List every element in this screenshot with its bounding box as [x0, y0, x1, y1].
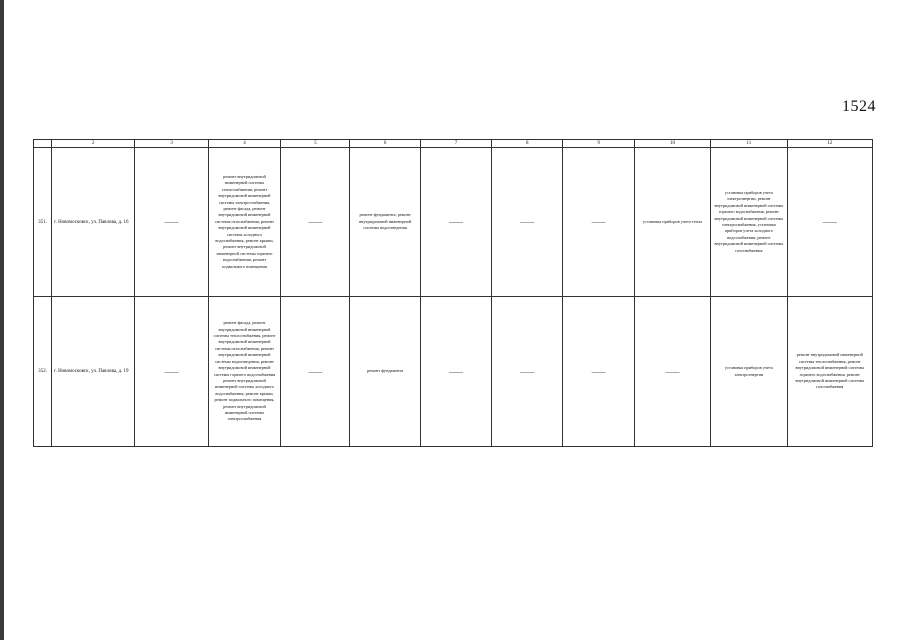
- cell-col-11: установка приборов учета электроэнергии, ремонт внутридомовой инженерной системы горячего водоснабжения, ремонт внутридомовой инженерной системы электроснабжения, установка приборов учета холодного водоснабжения, ремонт внутридомовой инженерной системы газоснабжения: [711, 148, 787, 297]
- row-number: 352.: [34, 297, 52, 447]
- cell-col-6: ремонт фундамента, ремонт внутридомовой инженерной системы водоотведения: [350, 148, 420, 297]
- cell-col-9: ——: [563, 148, 634, 297]
- row-number: 351.: [34, 148, 52, 297]
- header-cell: 9: [563, 140, 634, 148]
- cell-col-9: ——: [563, 297, 634, 447]
- cell-col-7: ——: [420, 297, 491, 447]
- header-cell: 7: [420, 140, 491, 148]
- header-row: [34, 140, 873, 148]
- table-row: [34, 148, 873, 297]
- header-cell: 6: [350, 140, 420, 148]
- page-number: 1524: [842, 98, 876, 115]
- cell-col-5: ——: [281, 148, 350, 297]
- header-cell: 12: [787, 140, 872, 148]
- cell-col-7: ——: [420, 148, 491, 297]
- cell-col-8: ——: [492, 148, 563, 297]
- row-address: г. Новомосковск, ул. Павлова, д. 19: [52, 297, 135, 447]
- header-cell: 8: [492, 140, 563, 148]
- header-cell: [34, 140, 52, 148]
- cell-col-10: установка приборов учета тепла: [634, 148, 710, 297]
- row-address: г. Новомосковск, ул. Павлова, д. 16: [52, 148, 135, 297]
- header-cell: 2: [52, 140, 135, 148]
- header-cell: 5: [281, 140, 350, 148]
- header-cell: 10: [634, 140, 710, 148]
- cell-col-5: ——: [281, 297, 350, 447]
- header-cell: 11: [711, 140, 787, 148]
- cell-col-10: ——: [634, 297, 710, 447]
- header-cell: 3: [135, 140, 208, 148]
- cell-col-11: установка приборов учета электроэнергии: [711, 297, 787, 447]
- repair-schedule-table: [33, 139, 873, 447]
- cell-col-12: ——: [787, 148, 872, 297]
- scan-left-edge: [0, 0, 4, 640]
- cell-col-4: ремонт фасада, ремонт внутридомовой инженерной системы теплоснабжения, ремонт внутридомовой инженерной системы газоснабжения, ремонт внутридомовой инженерной системы водоотведения, ремонт внутридомовой инженерной системы горячего водоснабжения ремонт внутридомовой инженерной системы холодного водоснабжения, ремонт крыши, ремонт подвального помещения, ремонт внутридомовой инженерной системы электроснабжения: [208, 297, 280, 447]
- cell-col-12: ремонт внутридомовой инженерной системы теплоснабжения, ремонт внутридомовой инженерной системы горячего водоснабжения, ремонт внутридомовой инженерной системы газоснабжения: [787, 297, 872, 447]
- cell-col-3: ——: [135, 297, 208, 447]
- cell-col-8: ——: [492, 297, 563, 447]
- cell-col-6: ремонт фундамента: [350, 297, 420, 447]
- cell-col-4: ремонт внутридомовой инженерной системы теплоснабжения, ремонт внутридомовой инженерной системы электроснабжения, ремонт фасада, ремонт внутридомовой инженерной системы газоснабжения, ремонт внутридомовой инженерной системы холодного водоснабжения, ремонт крыши, ремонт внутридомовой инженерной системы горячего водоснабжения, ремонт подвального помещения: [208, 148, 280, 297]
- cell-col-3: ——: [135, 148, 208, 297]
- table-row: [34, 297, 873, 447]
- header-cell: 4: [208, 140, 280, 148]
